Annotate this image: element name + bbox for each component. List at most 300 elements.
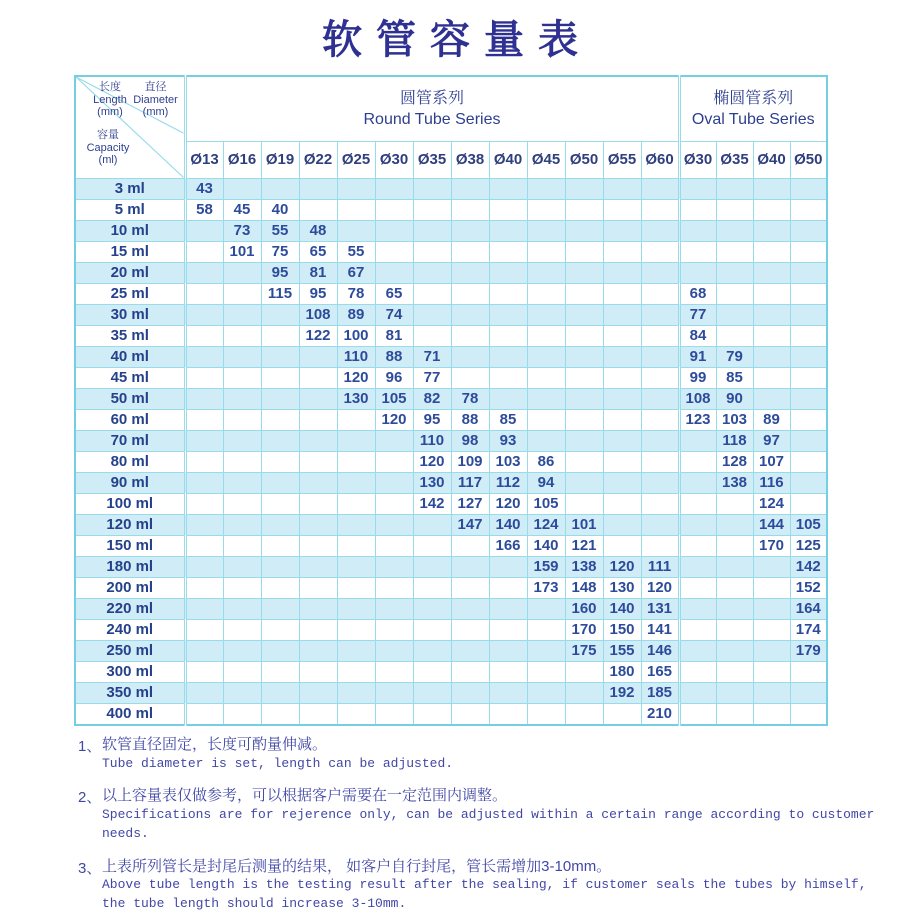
length-value-cell: 95	[261, 262, 299, 283]
length-value-cell	[299, 409, 337, 430]
length-value-cell: 120	[603, 556, 641, 577]
length-value-cell	[451, 178, 489, 199]
length-value-cell	[603, 388, 641, 409]
length-value-cell: 103	[489, 451, 527, 472]
length-value-cell	[565, 283, 603, 304]
length-value-cell	[413, 178, 451, 199]
length-value-cell	[753, 661, 790, 682]
length-value-cell	[185, 262, 223, 283]
length-value-cell: 101	[565, 514, 603, 535]
length-value-cell	[790, 283, 827, 304]
capacity-row-label: 100 ml	[75, 493, 185, 514]
length-value-cell: 103	[716, 409, 753, 430]
length-value-cell	[375, 682, 413, 703]
length-value-cell	[753, 388, 790, 409]
length-value-cell	[185, 283, 223, 304]
length-value-cell: 166	[489, 535, 527, 556]
length-value-cell	[716, 220, 753, 241]
length-value-cell	[679, 493, 716, 514]
length-value-cell	[679, 241, 716, 262]
length-value-cell: 118	[716, 430, 753, 451]
length-value-cell	[299, 598, 337, 619]
table-row	[75, 451, 827, 472]
length-value-cell	[790, 409, 827, 430]
length-value-cell	[375, 598, 413, 619]
length-value-cell	[413, 304, 451, 325]
length-value-cell	[185, 493, 223, 514]
note-number: 3、	[78, 859, 102, 877]
diameter-header-oval-35: Ø35	[716, 141, 753, 178]
length-value-cell	[565, 703, 603, 725]
length-value-cell	[641, 199, 679, 220]
length-value-cell: 120	[375, 409, 413, 430]
capacity-row-label: 220 ml	[75, 598, 185, 619]
capacity-row-label: 25 ml	[75, 283, 185, 304]
length-value-cell	[716, 262, 753, 283]
table-row	[75, 682, 827, 703]
length-value-cell	[679, 262, 716, 283]
length-value-cell	[299, 346, 337, 367]
length-value-cell: 152	[790, 577, 827, 598]
note-number: 1、	[78, 738, 102, 755]
length-value-cell	[603, 409, 641, 430]
length-value-cell: 138	[565, 556, 603, 577]
length-value-cell	[565, 430, 603, 451]
length-value-cell: 144	[753, 514, 790, 535]
length-value-cell	[527, 409, 565, 430]
length-value-cell	[641, 325, 679, 346]
length-value-cell	[489, 703, 527, 725]
length-value-cell	[679, 220, 716, 241]
length-value-cell	[185, 367, 223, 388]
length-value-cell	[790, 178, 827, 199]
length-value-cell	[753, 556, 790, 577]
length-value-cell	[413, 325, 451, 346]
length-value-cell: 110	[337, 346, 375, 367]
length-value-cell	[413, 619, 451, 640]
length-value-cell	[451, 661, 489, 682]
capacity-row-label: 50 ml	[75, 388, 185, 409]
length-value-cell: 142	[413, 493, 451, 514]
length-value-cell	[299, 178, 337, 199]
length-value-cell	[223, 262, 261, 283]
capacity-row-label: 20 ml	[75, 262, 185, 283]
diameter-header-round-60: Ø60	[641, 141, 679, 178]
length-value-cell	[641, 283, 679, 304]
length-value-cell: 138	[716, 472, 753, 493]
length-value-cell	[679, 451, 716, 472]
length-value-cell	[223, 661, 261, 682]
length-value-cell	[223, 556, 261, 577]
diameter-header-row	[75, 141, 827, 178]
length-value-cell	[299, 535, 337, 556]
length-value-cell	[451, 682, 489, 703]
length-value-cell	[223, 472, 261, 493]
capacity-row-label: 350 ml	[75, 682, 185, 703]
length-value-cell: 95	[299, 283, 337, 304]
capacity-row-label: 120 ml	[75, 514, 185, 535]
length-value-cell: 111	[641, 556, 679, 577]
length-value-cell	[299, 577, 337, 598]
length-value-cell	[413, 283, 451, 304]
table-row	[75, 409, 827, 430]
note-1	[78, 735, 890, 773]
length-value-cell	[679, 514, 716, 535]
table-row	[75, 388, 827, 409]
length-value-cell: 55	[337, 241, 375, 262]
length-value-cell	[790, 262, 827, 283]
length-value-cell	[527, 346, 565, 367]
length-value-cell	[716, 493, 753, 514]
capacity-row-label: 70 ml	[75, 430, 185, 451]
length-value-cell	[527, 640, 565, 661]
length-value-cell: 159	[527, 556, 565, 577]
length-value-cell	[489, 178, 527, 199]
table-row	[75, 556, 827, 577]
capacity-row-label: 45 ml	[75, 367, 185, 388]
length-value-cell: 67	[337, 262, 375, 283]
length-value-cell	[261, 430, 299, 451]
length-value-cell	[337, 535, 375, 556]
length-value-cell	[337, 220, 375, 241]
length-value-cell	[451, 220, 489, 241]
length-value-cell	[489, 367, 527, 388]
length-value-cell	[337, 199, 375, 220]
length-value-cell	[489, 619, 527, 640]
length-value-cell: 48	[299, 220, 337, 241]
length-value-cell: 45	[223, 199, 261, 220]
diameter-header-round-38: Ø38	[451, 141, 489, 178]
table-row	[75, 325, 827, 346]
length-value-cell	[185, 514, 223, 535]
length-value-cell	[527, 283, 565, 304]
length-value-cell: 173	[527, 577, 565, 598]
length-value-cell	[603, 430, 641, 451]
capacity-row-label: 5 ml	[75, 199, 185, 220]
length-value-cell	[753, 325, 790, 346]
length-value-cell	[716, 178, 753, 199]
length-value-cell	[603, 535, 641, 556]
length-value-cell: 95	[413, 409, 451, 430]
length-value-cell	[679, 199, 716, 220]
length-value-cell	[261, 619, 299, 640]
length-value-cell: 108	[679, 388, 716, 409]
length-value-cell	[413, 598, 451, 619]
note-text-en: Tube diameter is set, length can be adjusted.	[102, 755, 454, 771]
length-value-cell	[185, 409, 223, 430]
length-value-cell: 86	[527, 451, 565, 472]
length-value-cell	[753, 640, 790, 661]
length-value-cell	[603, 493, 641, 514]
corner-diameter-label: 直径 Diameter (mm)	[133, 81, 178, 119]
length-value-cell	[527, 220, 565, 241]
length-value-cell: 85	[489, 409, 527, 430]
length-value-cell: 147	[451, 514, 489, 535]
length-value-cell	[790, 682, 827, 703]
length-value-cell: 108	[299, 304, 337, 325]
length-value-cell	[413, 220, 451, 241]
length-value-cell	[753, 241, 790, 262]
length-value-cell	[641, 514, 679, 535]
length-value-cell	[261, 346, 299, 367]
length-value-cell	[716, 703, 753, 725]
length-value-cell	[753, 619, 790, 640]
length-value-cell	[716, 661, 753, 682]
round-tube-series-header: 圆管系列 Round Tube Series	[185, 76, 679, 141]
length-value-cell	[641, 262, 679, 283]
length-value-cell	[716, 325, 753, 346]
length-value-cell	[337, 598, 375, 619]
length-value-cell	[753, 598, 790, 619]
length-value-cell: 75	[261, 241, 299, 262]
length-value-cell	[185, 535, 223, 556]
length-value-cell: 148	[565, 577, 603, 598]
length-value-cell	[565, 346, 603, 367]
table-row	[75, 535, 827, 556]
length-value-cell: 82	[413, 388, 451, 409]
diameter-header-round-40: Ø40	[489, 141, 527, 178]
length-value-cell	[565, 220, 603, 241]
length-value-cell	[413, 262, 451, 283]
length-value-cell	[641, 304, 679, 325]
length-value-cell	[337, 661, 375, 682]
length-value-cell	[375, 535, 413, 556]
length-value-cell	[679, 682, 716, 703]
length-value-cell	[527, 325, 565, 346]
length-value-cell	[299, 388, 337, 409]
length-value-cell	[375, 451, 413, 472]
note-text-en: Specifications are for rejerence only, can be adjusted within a certain range according to customer	[102, 806, 875, 822]
length-value-cell	[261, 472, 299, 493]
length-value-cell	[299, 640, 337, 661]
length-value-cell	[261, 493, 299, 514]
length-value-cell	[753, 682, 790, 703]
length-value-cell	[790, 199, 827, 220]
length-value-cell	[603, 283, 641, 304]
length-value-cell	[337, 430, 375, 451]
length-value-cell	[716, 598, 753, 619]
length-value-cell: 175	[565, 640, 603, 661]
length-value-cell	[185, 703, 223, 725]
length-value-cell	[223, 388, 261, 409]
capacity-row-label: 180 ml	[75, 556, 185, 577]
length-value-cell	[790, 703, 827, 725]
length-value-cell: 123	[679, 409, 716, 430]
length-value-cell	[790, 367, 827, 388]
length-value-cell	[679, 535, 716, 556]
length-value-cell	[603, 514, 641, 535]
length-value-cell	[603, 367, 641, 388]
length-value-cell: 180	[603, 661, 641, 682]
length-value-cell: 107	[753, 451, 790, 472]
length-value-cell: 85	[716, 367, 753, 388]
length-value-cell	[413, 556, 451, 577]
length-value-cell	[603, 325, 641, 346]
capacity-row-label: 10 ml	[75, 220, 185, 241]
length-value-cell: 109	[451, 451, 489, 472]
length-value-cell	[603, 220, 641, 241]
length-value-cell	[790, 304, 827, 325]
length-value-cell: 78	[451, 388, 489, 409]
length-value-cell	[716, 514, 753, 535]
length-value-cell	[527, 430, 565, 451]
length-value-cell	[489, 556, 527, 577]
length-value-cell	[223, 577, 261, 598]
length-value-cell	[753, 703, 790, 725]
length-value-cell	[753, 220, 790, 241]
length-value-cell	[565, 241, 603, 262]
length-value-cell	[375, 640, 413, 661]
capacity-row-label: 80 ml	[75, 451, 185, 472]
length-value-cell	[790, 325, 827, 346]
length-value-cell	[223, 325, 261, 346]
length-value-cell	[261, 514, 299, 535]
length-value-cell: 185	[641, 682, 679, 703]
length-value-cell	[185, 304, 223, 325]
length-value-cell	[679, 598, 716, 619]
length-value-cell	[527, 388, 565, 409]
length-value-cell	[489, 304, 527, 325]
table-row	[75, 703, 827, 725]
length-value-cell	[790, 241, 827, 262]
length-value-cell: 89	[753, 409, 790, 430]
length-value-cell: 58	[185, 199, 223, 220]
length-value-cell: 174	[790, 619, 827, 640]
diameter-header-oval-40: Ø40	[753, 141, 790, 178]
length-value-cell	[641, 472, 679, 493]
length-value-cell	[716, 304, 753, 325]
length-value-cell	[603, 304, 641, 325]
length-value-cell	[223, 535, 261, 556]
length-value-cell	[641, 493, 679, 514]
length-value-cell: 142	[790, 556, 827, 577]
length-value-cell	[753, 577, 790, 598]
length-value-cell	[299, 472, 337, 493]
length-value-cell	[299, 493, 337, 514]
length-value-cell	[451, 640, 489, 661]
note-number: 2、	[78, 789, 102, 807]
length-value-cell	[489, 199, 527, 220]
length-value-cell	[261, 451, 299, 472]
length-value-cell: 120	[489, 493, 527, 514]
length-value-cell	[223, 409, 261, 430]
length-value-cell	[223, 619, 261, 640]
table-row	[75, 640, 827, 661]
length-value-cell	[375, 619, 413, 640]
length-value-cell	[185, 451, 223, 472]
length-value-cell	[489, 346, 527, 367]
length-value-cell	[337, 682, 375, 703]
length-value-cell	[337, 472, 375, 493]
length-value-cell	[451, 535, 489, 556]
length-value-cell	[603, 346, 641, 367]
length-value-cell	[451, 241, 489, 262]
length-value-cell	[261, 682, 299, 703]
capacity-row-label: 3 ml	[75, 178, 185, 199]
length-value-cell	[565, 199, 603, 220]
length-value-cell: 88	[375, 346, 413, 367]
length-value-cell: 165	[641, 661, 679, 682]
length-value-cell	[489, 661, 527, 682]
table-row	[75, 619, 827, 640]
diameter-header-round-30: Ø30	[375, 141, 413, 178]
length-value-cell	[716, 283, 753, 304]
length-value-cell: 97	[753, 430, 790, 451]
diameter-header-round-16: Ø16	[223, 141, 261, 178]
length-value-cell: 81	[299, 262, 337, 283]
length-value-cell	[413, 241, 451, 262]
length-value-cell	[716, 619, 753, 640]
capacity-row-label: 200 ml	[75, 577, 185, 598]
length-value-cell: 74	[375, 304, 413, 325]
length-value-cell	[565, 262, 603, 283]
length-value-cell	[299, 430, 337, 451]
length-value-cell	[299, 619, 337, 640]
note-3	[78, 857, 890, 914]
length-value-cell	[679, 577, 716, 598]
length-value-cell: 91	[679, 346, 716, 367]
length-value-cell	[337, 451, 375, 472]
diameter-header-round-45: Ø45	[527, 141, 565, 178]
length-value-cell	[451, 619, 489, 640]
length-value-cell: 120	[337, 367, 375, 388]
length-value-cell	[223, 640, 261, 661]
length-value-cell	[299, 514, 337, 535]
length-value-cell	[261, 598, 299, 619]
table-row	[75, 430, 827, 451]
length-value-cell	[451, 325, 489, 346]
length-value-cell: 128	[716, 451, 753, 472]
length-value-cell	[375, 493, 413, 514]
length-value-cell	[413, 682, 451, 703]
length-value-cell	[299, 703, 337, 725]
length-value-cell	[223, 451, 261, 472]
length-value-cell	[451, 556, 489, 577]
length-value-cell	[223, 346, 261, 367]
length-value-cell: 101	[223, 241, 261, 262]
length-value-cell	[716, 199, 753, 220]
length-value-cell: 192	[603, 682, 641, 703]
table-row	[75, 220, 827, 241]
length-value-cell	[565, 178, 603, 199]
length-value-cell	[527, 367, 565, 388]
length-value-cell	[261, 640, 299, 661]
length-value-cell	[753, 262, 790, 283]
length-value-cell	[375, 577, 413, 598]
length-value-cell	[790, 388, 827, 409]
length-value-cell: 40	[261, 199, 299, 220]
table-row	[75, 283, 827, 304]
length-value-cell	[451, 262, 489, 283]
length-value-cell	[223, 367, 261, 388]
length-value-cell	[641, 388, 679, 409]
capacity-row-label: 15 ml	[75, 241, 185, 262]
length-value-cell	[337, 493, 375, 514]
length-value-cell	[753, 199, 790, 220]
length-value-cell	[413, 703, 451, 725]
length-value-cell	[489, 262, 527, 283]
length-value-cell	[527, 619, 565, 640]
length-value-cell	[753, 367, 790, 388]
length-value-cell: 131	[641, 598, 679, 619]
length-value-cell	[185, 430, 223, 451]
length-value-cell	[489, 220, 527, 241]
length-value-cell	[716, 535, 753, 556]
length-value-cell: 124	[753, 493, 790, 514]
length-value-cell: 90	[716, 388, 753, 409]
length-value-cell: 122	[299, 325, 337, 346]
length-value-cell: 105	[375, 388, 413, 409]
